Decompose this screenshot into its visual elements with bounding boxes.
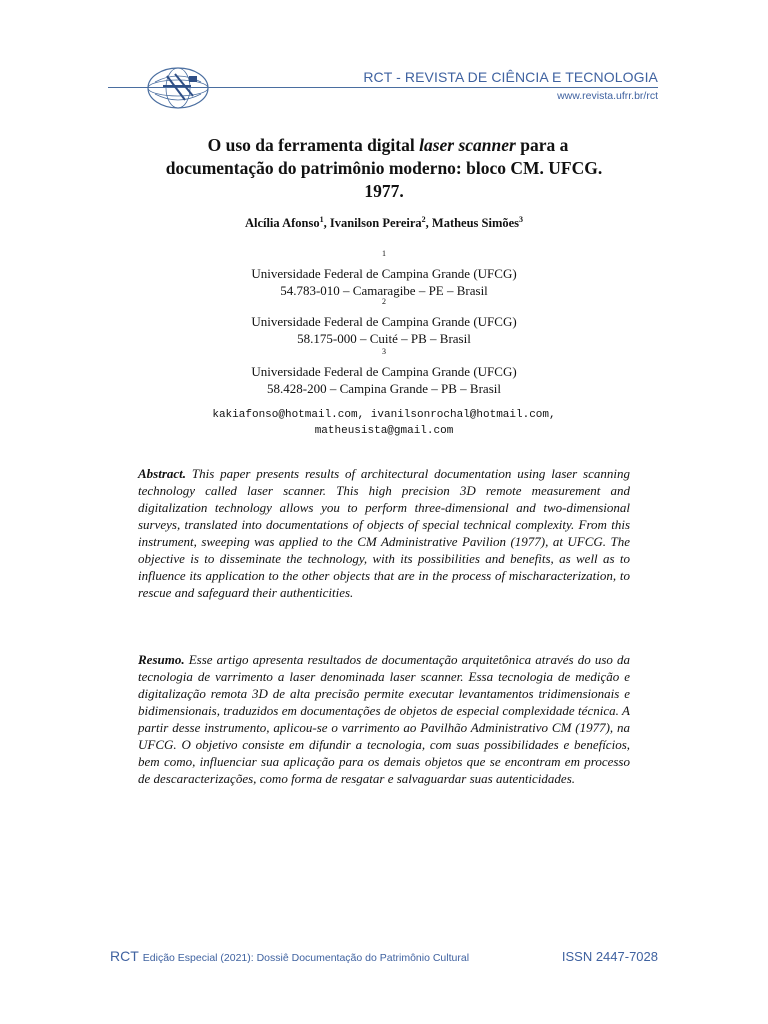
title-line-3: 1977. [364, 181, 404, 201]
title-italic-term: laser scanner [419, 135, 516, 155]
institution-name: Universidade Federal de Campina Grande (UFCG) [251, 314, 517, 329]
author-name: Ivanilson Pereira [329, 216, 422, 230]
affiliation-mark: 1 [382, 249, 386, 258]
title-line-1 [110, 134, 658, 157]
resumo-text: Esse artigo apresenta resultados de documentação arquitetônica através do uso da tecnologia de varrimento a laser denominada laser scanner. Essa tecnologia de medição e digitalização remota 3D de alta precisão permite executar levantamentos tridimensionais e bidimensionais, traduzidos em documentações de objetos de especial complexidade técnica. A partir desse instrumento, aplicou-se o varrimento ao Pavilhão Administrativo CM (1977), na UFCG. O objetivo consiste em difundir a tecnologia, com suas possibilidades e benefícios, bem como, influenciar sua aplicação para os demais objetos que se encontram em processo de descaracterizações, como forma de resgatar e salvaguardar suas autenticidades. [138, 652, 630, 786]
author-separator: , [425, 216, 432, 230]
footer-rct: RCT [110, 948, 139, 964]
title-line-2: documentação do patrimônio moderno: bloco CM. UFCG. [165, 158, 603, 178]
resumo-block [138, 651, 630, 787]
paper-title [110, 134, 658, 203]
affiliation-institution [110, 248, 658, 282]
affiliation-address: 58.175-000 – Cuité – PB – Brasil [297, 331, 471, 346]
title-text: O uso da ferramenta digital [207, 135, 420, 155]
footer-issn: ISSN 2447-7028 [561, 949, 658, 964]
abstract-text: This paper presents results of architectural documentation using laser scanning technology called laser scanner. This high precision 3D remote measurement and digitalization technology allows you to perform three-dimensional and two-dimensional surveys, translated into documentations of objects of special technical complexity. From this instrument, sweeping was applied to the CM Administrative Pavilion (1977), at UFCG. The objective is to disseminate the technology, with its possibilities and benefits, as well as to influence its application to the other objects that are in the process of mischaracterization, to rescue and safeguard their authenticities. [138, 466, 630, 600]
author-name: Matheus Simões [431, 216, 520, 230]
institution-name: Universidade Federal de Campina Grande (UFCG) [251, 364, 517, 379]
email-line-2[interactable]: matheusista@gmail.com [314, 425, 454, 437]
author-list [110, 216, 658, 231]
affiliation-2 [110, 296, 658, 347]
resumo-heading: Resumo. [138, 652, 185, 667]
author-affiliation-mark: 1 [319, 215, 324, 224]
affiliation-3 [110, 346, 658, 397]
affiliation-institution [110, 296, 658, 330]
institution-name: Universidade Federal de Campina Grande (UFCG) [251, 266, 517, 281]
email-line-1[interactable]: kakiafonso@hotmail.com, ivanilsonrochal@hotmail.com, [212, 409, 556, 421]
author-emails [110, 407, 658, 439]
affiliation-address: 54.783-010 – Camaragibe – PE – Brasil [280, 283, 488, 298]
author-name: Alcília Afonso [244, 216, 320, 230]
journal-logo-icon [145, 66, 211, 110]
page-footer [110, 948, 658, 966]
footer-edition: Edição Especial (2021): Dossiê Documentação do Patrimônio Cultural [142, 952, 470, 964]
affiliation-mark: 3 [382, 347, 386, 356]
affiliation-address: 58.428-200 – Campina Grande – PB – Brasil [267, 381, 501, 396]
affiliation-mark: 2 [382, 297, 386, 306]
journal-name: RCT - REVISTA DE CIÊNCIA E TECNOLOGIA [363, 69, 658, 85]
title-text: para a [515, 135, 569, 155]
affiliation-institution [110, 346, 658, 380]
affiliation-1 [110, 248, 658, 299]
journal-url[interactable]: www.revista.ufrr.br/rct [557, 90, 658, 102]
author-affiliation-mark: 2 [421, 215, 426, 224]
abstract-block [138, 465, 630, 601]
author-separator: , [323, 216, 330, 230]
abstract-heading: Abstract. [138, 466, 187, 481]
author-affiliation-mark: 3 [519, 215, 524, 224]
